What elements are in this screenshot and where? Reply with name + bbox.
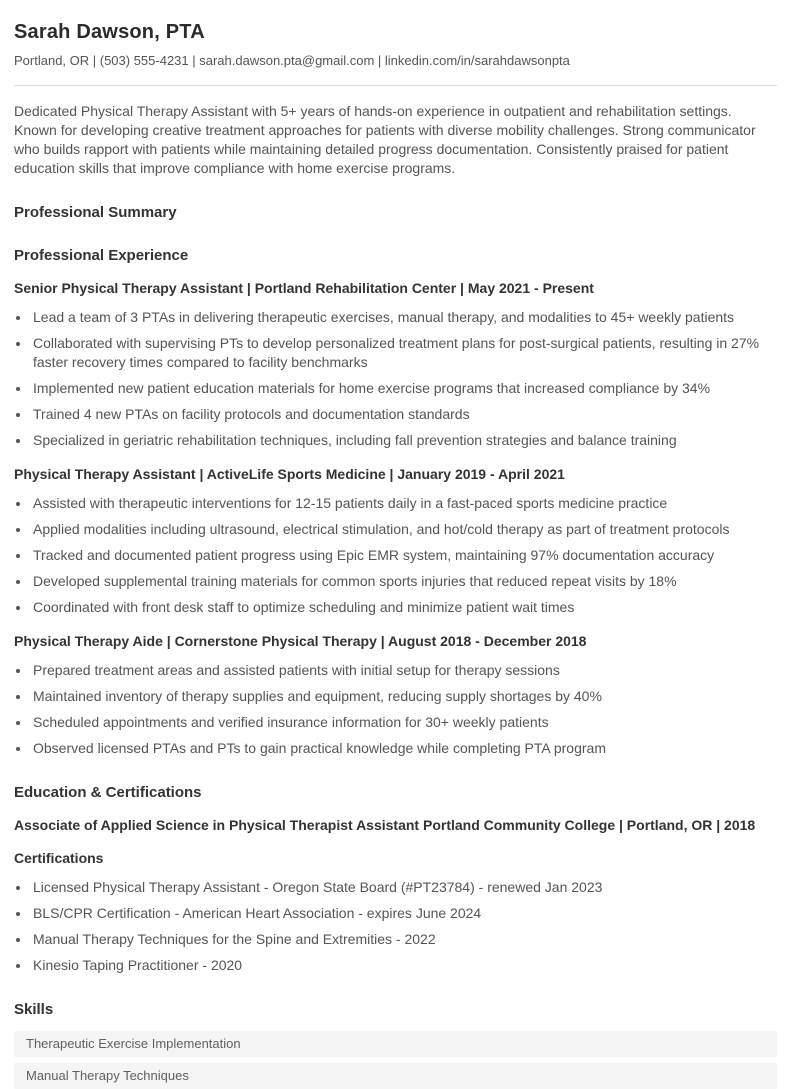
experience-entry-2: [14, 465, 777, 617]
section-heading-professional-experience: Professional Experience: [14, 247, 189, 264]
job-title: Physical Therapy Aide | Cornerstone Physical Therapy | August 2018 - December 2018: [14, 633, 587, 649]
certification-item: • Manual Therapy Techniques for the Spine and Extremities - 2022: [31, 930, 777, 949]
header-divider: [14, 85, 777, 86]
experience-entry-1: [14, 279, 777, 450]
certifications-subheading: Certifications: [14, 850, 104, 866]
section-heading-professional-summary: Professional Summary: [14, 204, 177, 221]
education-entry: [14, 816, 777, 975]
job-bullet: • Implemented new patient education materials for home exercise programs that increased compliance by 34%: [31, 379, 777, 398]
skill-item: [14, 1031, 777, 1057]
job-title: Physical Therapy Assistant | ActiveLife Sports Medicine | January 2019 - April 2021: [14, 466, 565, 482]
skill-item: [14, 1063, 777, 1089]
degree-line: Associate of Applied Science in Physical Therapist Assistant Portland Community College | Portland, OR | 2018: [14, 817, 756, 833]
job-title: Senior Physical Therapy Assistant | Portland Rehabilitation Center | May 2021 - Present: [14, 280, 594, 296]
job-bullet: • Trained 4 new PTAs on facility protocols and documentation standards: [31, 405, 777, 424]
job-bullet: • Specialized in geriatric rehabilitation techniques, including fall prevention strategies and balance training: [31, 431, 777, 450]
certification-item: • Kinesio Taping Practitioner - 2020: [31, 956, 777, 975]
job-bullet: • Scheduled appointments and verified insurance information for 30+ weekly patients: [31, 713, 777, 732]
job-bullet-list: [14, 661, 777, 758]
contact-info: Portland, OR | (503) 555-4231 | sarah.dawson.pta@gmail.com | linkedin.com/in/sarahdawsonpta: [14, 53, 570, 68]
experience-entry-3: [14, 632, 777, 758]
job-bullet: • Applied modalities including ultrasound, electrical stimulation, and hot/cold therapy as part of treatment protocols: [31, 520, 777, 539]
job-bullet: • Collaborated with supervising PTs to develop personalized treatment plans for post-surgical patients, resulting in 27% faster recovery times compared to facility benchmarks: [31, 334, 777, 372]
job-bullet: • Observed licensed PTAs and PTs to gain practical knowledge while completing PTA program: [31, 739, 777, 758]
job-bullet-list: [14, 308, 777, 450]
job-bullet: • Maintained inventory of therapy supplies and equipment, reducing supply shortages by 40%: [31, 687, 777, 706]
skills-list: [14, 1031, 777, 1089]
candidate-name: Sarah Dawson, PTA: [14, 21, 205, 43]
summary-paragraph: Dedicated Physical Therapy Assistant with 5+ years of hands-on experience in outpatient and rehabilitation settings. Known for developing creative treatment approaches for patients with diverse mobility challenges. Strong communicator who builds rapport with patients while maintaining detailed progress documentation. Consistently praised for patient education skills that improve compliance with home exercise programs.: [14, 103, 756, 176]
certification-item: • Licensed Physical Therapy Assistant - Oregon State Board (#PT23784) - renewed Jan 2023: [31, 878, 777, 897]
certification-list: [14, 878, 777, 975]
section-heading-skills: Skills: [14, 1001, 54, 1018]
job-bullet: • Prepared treatment areas and assisted patients with initial setup for therapy sessions: [31, 661, 777, 680]
job-bullet: • Assisted with therapeutic interventions for 12-15 patients daily in a fast-paced sports medicine practice: [31, 494, 777, 513]
certification-item: • BLS/CPR Certification - American Heart Association - expires June 2024: [31, 904, 777, 923]
skill-item-label: Therapeutic Exercise Implementation: [26, 1036, 241, 1051]
job-bullet: • Coordinated with front desk staff to optimize scheduling and minimize patient wait times: [31, 598, 777, 617]
job-bullet: • Developed supplemental training materials for common sports injuries that reduced repeat visits by 18%: [31, 572, 777, 591]
section-heading-education: Education & Certifications: [14, 784, 202, 801]
job-bullet: • Lead a team of 3 PTAs in delivering therapeutic exercises, manual therapy, and modalities to 45+ weekly patients: [31, 308, 777, 327]
job-bullet-list: [14, 494, 777, 617]
job-bullet: • Tracked and documented patient progress using Epic EMR system, maintaining 97% documentation accuracy: [31, 546, 777, 565]
skill-item-label: Manual Therapy Techniques: [26, 1068, 189, 1083]
